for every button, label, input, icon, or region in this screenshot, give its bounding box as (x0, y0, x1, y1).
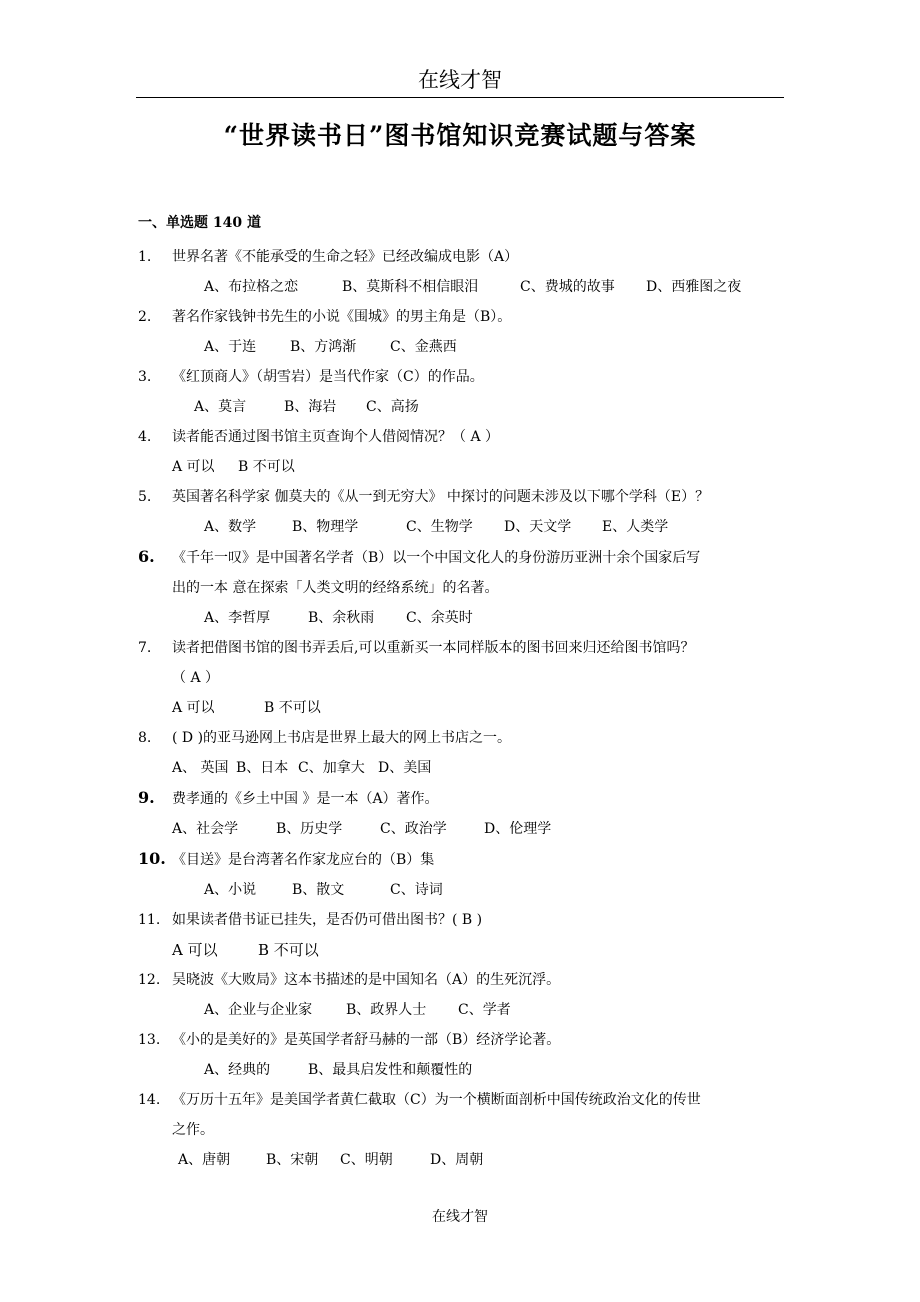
option: D、天文学 (504, 519, 572, 535)
question-number: 11. (138, 912, 161, 928)
question-11 (138, 905, 788, 935)
question-text: ( D )的亚马逊网上书店是世界上最大的网上书店之一。 (172, 730, 512, 746)
question-number: 14. (138, 1092, 161, 1108)
question-7-continued (138, 663, 788, 693)
question-14 (138, 1085, 788, 1115)
option: C、金燕西 (390, 339, 457, 355)
question-text-line-2: 之作。 (172, 1122, 214, 1138)
option: A、莫言 (194, 399, 247, 415)
question-1 (138, 242, 788, 272)
option: C、诗词 (390, 882, 443, 898)
question-number: 7. (138, 640, 152, 656)
question-13 (138, 1025, 788, 1055)
option: A、唐朝 (178, 1152, 231, 1168)
option: B 不可以 (258, 941, 319, 959)
question-text: 世界名著《不能承受的生命之轻》已经改编成电影（A） (172, 249, 519, 265)
option: B、余秋雨 (308, 610, 375, 626)
question-4 (138, 422, 788, 452)
option: C、政治学 (380, 821, 447, 837)
option: B、日本 (236, 760, 289, 776)
question-6-options (138, 603, 788, 633)
option: C、余英时 (406, 610, 473, 626)
option: B、宋朝 (266, 1152, 319, 1168)
question-6-continued (138, 573, 788, 603)
option: A 可以 (172, 700, 215, 716)
question-10 (138, 844, 788, 875)
option: B、物理学 (292, 519, 359, 535)
option: B、散文 (292, 882, 345, 898)
option: D、伦理学 (484, 821, 552, 837)
question-8-options (138, 753, 788, 783)
question-3-options (138, 392, 788, 422)
option: A、 英国 (172, 760, 229, 776)
option: B、历史学 (276, 821, 343, 837)
question-4-options (138, 452, 788, 482)
question-text-line-2: （ A ） (172, 670, 220, 686)
option: D、西雅图之夜 (646, 279, 742, 295)
option: C、费城的故事 (520, 279, 615, 295)
question-number: 8. (138, 730, 152, 746)
option: B、莫斯科不相信眼泪 (342, 279, 479, 295)
question-10-options (138, 875, 788, 905)
question-13-options (138, 1055, 788, 1085)
question-text-line-1: 读者把借图书馆的图书弄丢后,可以重新买一本同样版本的图书回来归还给图书馆吗？ (172, 640, 695, 656)
question-number: 13. (138, 1032, 161, 1048)
option: A、经典的 (204, 1062, 271, 1078)
option: A 可以 (172, 459, 215, 475)
option: A、于连 (204, 339, 257, 355)
option: B、最具启发性和颠覆性的 (308, 1062, 473, 1078)
option: A、小说 (204, 882, 257, 898)
question-text: 《目送》是台湾著名作家龙应台的（B）集 (172, 852, 435, 868)
option: C、学者 (458, 1002, 511, 1018)
question-14-options (138, 1145, 788, 1175)
question-9-options (138, 814, 788, 844)
question-list (138, 242, 788, 1175)
option: D、美国 (378, 760, 432, 776)
option: A、社会学 (172, 821, 239, 837)
question-12 (138, 965, 788, 995)
question-text: 英国著名科学家 伽莫夫的《从一到无穷大》 中探讨的问题未涉及以下哪个学科（E）？ (172, 489, 710, 505)
question-text-line-1: 《万历十五年》是美国学者黄仁截取（C）为一个横断面剖析中国传统政治文化的传世 (172, 1092, 701, 1108)
question-number: 10. (138, 849, 166, 868)
option: B 不可以 (264, 700, 321, 716)
option: C、加拿大 (298, 760, 365, 776)
option: B 不可以 (238, 459, 295, 475)
question-text: 《小的是美好的》是英国学者舒马赫的一部（B）经济学论著。 (172, 1032, 561, 1048)
question-text: 《红顶商人》（胡雪岩）是当代作家（C）的作品。 (172, 369, 484, 385)
question-5-options (138, 512, 788, 542)
question-6 (138, 542, 788, 573)
question-text: 读者能否通过图书馆主页查询个人借阅情况？（ A ） (172, 429, 500, 445)
page-footer: 在线才智 (432, 1209, 488, 1225)
question-3 (138, 362, 788, 392)
question-1-options (138, 272, 788, 302)
question-5 (138, 482, 788, 512)
question-7-options (138, 693, 788, 723)
question-number: 12. (138, 972, 161, 988)
question-2 (138, 302, 788, 332)
option: B、政界人士 (346, 1002, 427, 1018)
question-number: 3. (138, 369, 152, 385)
question-number: 2. (138, 309, 152, 325)
question-text: 吴晓波《大败局》这本书描述的是中国知名（A）的生死沉浮。 (172, 972, 561, 988)
question-number: 1. (138, 249, 152, 265)
page-header: 在线才智 (418, 68, 502, 92)
question-number: 4. (138, 429, 152, 445)
question-text-line-1: 《千年一叹》是中国著名学者（B）以一个中国文化人的身份游历亚洲十余个国家后写 (172, 550, 701, 566)
option: E、人类学 (602, 519, 669, 535)
option: A、布拉格之恋 (204, 279, 299, 295)
option: D、周朝 (430, 1152, 484, 1168)
option: A、李哲厚 (204, 610, 271, 626)
section-heading: 一、单选题 140 道 (138, 215, 261, 231)
header-divider (136, 97, 784, 98)
question-9 (138, 783, 788, 814)
question-text-line-2: 出的一本 意在探索「人类文明的经络系统」的名著。 (172, 580, 499, 596)
option: B、方鸿渐 (290, 339, 357, 355)
option: A、数学 (204, 519, 257, 535)
question-14-continued (138, 1115, 788, 1145)
question-2-options (138, 332, 788, 362)
option: A 可以 (172, 941, 218, 959)
question-text: 著名作家钱钟书先生的小说《围城》的男主角是（B）。 (172, 309, 512, 325)
question-8 (138, 723, 788, 753)
question-number: 9. (138, 788, 155, 807)
question-11-options (138, 935, 788, 965)
option: C、明朝 (340, 1152, 393, 1168)
document-title: “世界读书日”图书馆知识竞赛试题与答案 (223, 121, 697, 150)
option: C、高扬 (366, 399, 419, 415)
option: B、海岩 (284, 399, 337, 415)
question-number: 6. (138, 547, 155, 566)
question-12-options (138, 995, 788, 1025)
question-7 (138, 633, 788, 663)
option: C、生物学 (406, 519, 473, 535)
question-text: 费孝通的《乡土中国 》是一本（A）著作。 (172, 791, 439, 807)
question-number: 5. (138, 489, 152, 505)
option: A、企业与企业家 (204, 1002, 313, 1018)
question-text: 如果读者借书证已挂失，是否仍可借出图书？( B ) (172, 912, 483, 928)
